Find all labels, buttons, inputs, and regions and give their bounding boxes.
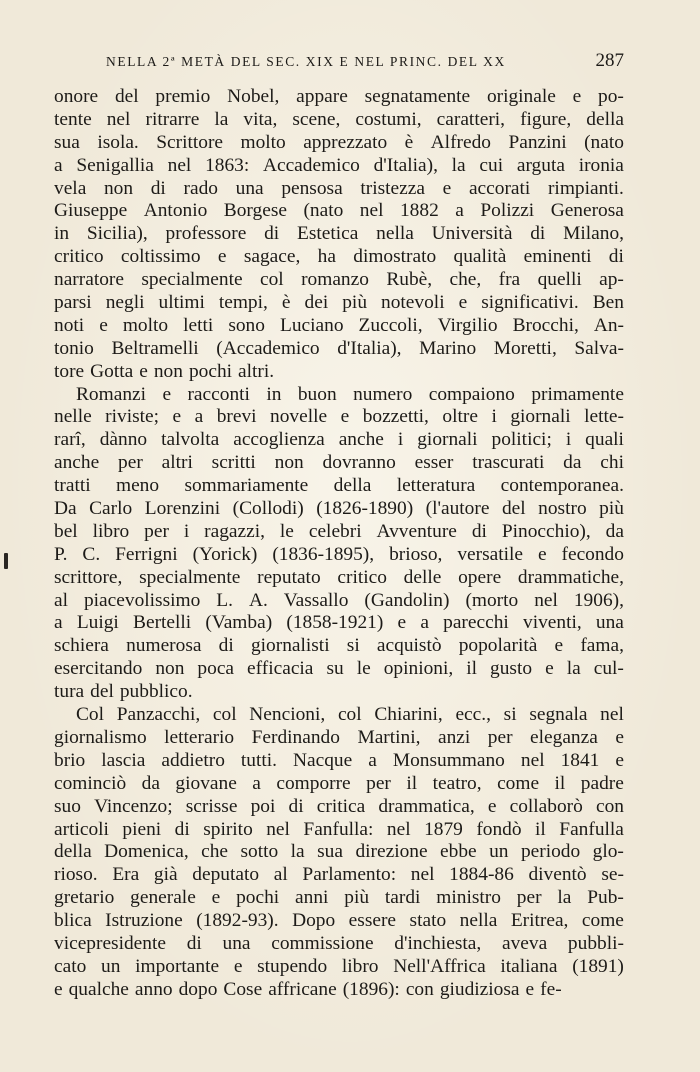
- text-line: noti e molto letti sono Luciano Zuccoli, Virgilio Brocchi, An-: [54, 314, 624, 336]
- text-line: giornalismo letterario Ferdinando Martini, anzi per eleganza e: [54, 726, 624, 748]
- running-title: NELLA 2ª METÀ DEL SEC. XIX E NEL PRINC. DEL XX: [106, 54, 506, 69]
- text-line: brio lascia addietro tutti. Nacque a Monsummano nel 1841 e: [54, 749, 624, 771]
- text-line: sua isola. Scrittore molto apprezzato è Alfredo Panzini (nato: [54, 131, 624, 153]
- text-line: tente nel ritrarre la vita, scene, costumi, caratteri, figure, della: [54, 108, 624, 130]
- text-line: rioso. Era già deputato al Parlamento: nel 1884-86 diventò se-: [54, 864, 624, 886]
- text-line: articoli pieni di spirito nel Fanfulla: nel 1879 fondò il Fanfulla: [54, 818, 624, 840]
- text-line: a Senigallia nel 1863: Accademico d'Italia), la cui arguta ironia: [54, 154, 624, 176]
- text-line: Romanzi e racconti in buon numero compaiono primamente: [76, 383, 624, 405]
- text-line: esercitando non poca efficacia su le opinioni, il gusto e la cul-: [54, 658, 624, 680]
- paragraph: [54, 384, 624, 704]
- text-line: tore Gotta e non pochi altri.: [54, 360, 275, 382]
- text-line: della Domenica, che sotto la sua direzione ebbe un periodo glo-: [54, 841, 624, 863]
- text-line: al piacevolissimo L. A. Vassallo (Gandolin) (morto nel 1906),: [54, 589, 624, 611]
- text-line: tratti meno sommariamente della letteratura contemporanea.: [54, 475, 624, 497]
- paragraph: [54, 704, 624, 1002]
- text-line: tura del pubblico.: [54, 681, 193, 703]
- text-line: a Luigi Bertelli (Vamba) (1858-1921) e a parecchi viventi, una: [54, 612, 624, 634]
- text-line: Col Panzacchi, col Nencioni, col Chiarini, ecc., si segnala nel: [76, 704, 624, 726]
- text-line: Da Carlo Lorenzini (Collodi) (1826-1890) (l'autore del nostro più: [54, 498, 624, 520]
- text-line: vicepresidente di una commissione d'inchiesta, aveva pubbli-: [54, 932, 624, 954]
- text-line: scrittore, specialmente reputato critico delle opere drammatiche,: [54, 566, 624, 588]
- text-line: critico coltissimo e sagace, ha dimostrato qualità eminenti di: [54, 246, 624, 268]
- text-line: onore del premio Nobel, appare segnatamente originale e po-: [54, 86, 624, 107]
- text-line: tonio Beltramelli (Accademico d'Italia), Marino Moretti, Salva-: [54, 337, 624, 359]
- paragraph: [54, 86, 624, 384]
- text-line: Giuseppe Antonio Borgese (nato nel 1882 a Polizzi Generosa: [54, 200, 624, 222]
- text-line: schiera numerosa di giornalisti si acquistò popolarità e fama,: [54, 635, 624, 657]
- text-line: rarî, dànno talvolta accoglienza anche i giornali politici; i quali: [54, 429, 624, 451]
- text-line: suo Vincenzo; scrisse poi di critica drammatica, e collaborò con: [54, 795, 624, 817]
- text-line: cominciò da giovane a comporre per il teatro, come il padre: [54, 772, 624, 794]
- text-line: gretario generale e pochi anni più tardi ministro per la Pub-: [54, 887, 624, 909]
- running-head: [0, 50, 700, 74]
- text-line: blica Istruzione (1892-93). Dopo essere stato nella Eritrea, come: [54, 910, 624, 932]
- text-line: vela non di rado una pensosa tristezza e accorati rimpianti.: [54, 177, 624, 199]
- text-line: e qualche anno dopo Cose affricane (1896): con giudiziosa e fe-: [54, 978, 562, 1000]
- text-line: bel libro per i ragazzi, le celebri Avventure di Pinocchio), da: [54, 520, 624, 542]
- page-number: 287: [595, 50, 624, 71]
- text-line: nelle riviste; e a brevi novelle e bozzetti, oltre i giornali lette-: [54, 406, 624, 428]
- text-line: in Sicilia), professore di Estetica nella Università di Milano,: [54, 223, 624, 245]
- text-line: parsi negli ultimi tempi, è dei più notevoli e significativi. Ben: [54, 292, 624, 314]
- body-text: [54, 86, 624, 1002]
- text-line: P. C. Ferrigni (Yorick) (1836-1895), brioso, versatile e fecondo: [54, 543, 624, 565]
- text-line: anche per altri scritti non dovranno esser trascurati da chi: [54, 452, 624, 474]
- margin-mark: [4, 553, 8, 569]
- text-line: cato un importante e stupendo libro Nell'Affrica italiana (1891): [54, 955, 624, 977]
- text-line: narratore specialmente col romanzo Rubè, che, fra quelli ap-: [54, 269, 624, 291]
